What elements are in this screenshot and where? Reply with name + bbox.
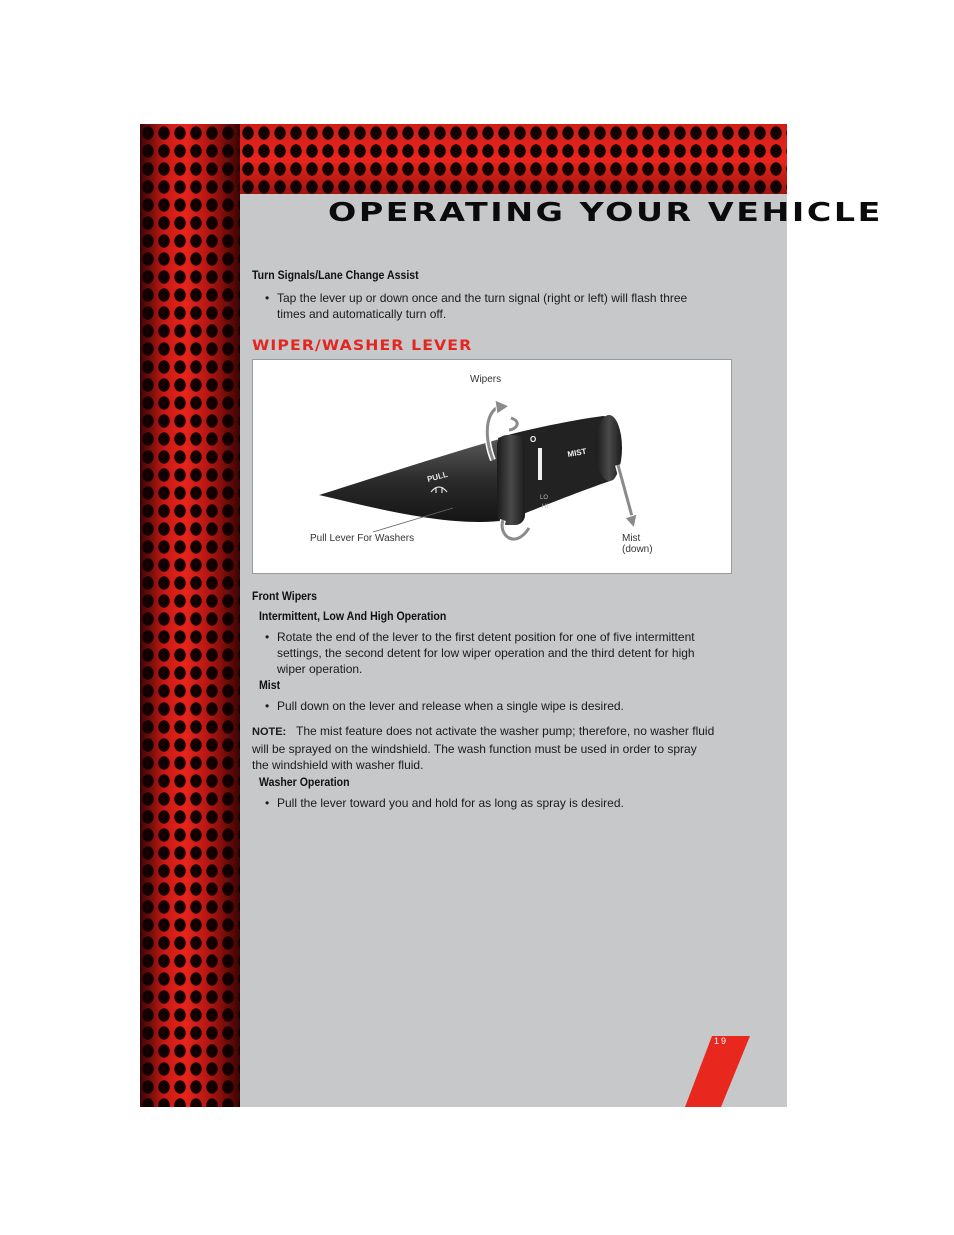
note-paragraph xyxy=(252,723,732,774)
figure-label-mist xyxy=(622,533,653,555)
bullet-dot: • xyxy=(265,291,270,305)
lever-label-lo: LO xyxy=(540,495,549,501)
lever-label-o: O xyxy=(530,435,537,444)
wiper-lever-figure xyxy=(252,359,732,574)
lever-label-mist: MIST xyxy=(566,446,588,459)
intermittent-heading: Intermittent, Low And High Operation xyxy=(259,609,447,623)
note-label: NOTE: xyxy=(252,726,287,738)
turn-signals-line1: Tap the lever up or down once and the turn signal (right or left) will flash three xyxy=(277,291,688,305)
lever-label-pull: PULL xyxy=(426,469,449,484)
note-line2: will be sprayed on the windshield. The wash function must be used in order to spray xyxy=(252,741,697,756)
washer-heading: Washer Operation xyxy=(259,775,350,789)
washer-bullet xyxy=(265,795,624,811)
lever-label-hi: HI xyxy=(542,504,548,510)
figure-label-mist-line1: Mist xyxy=(622,533,641,544)
turn-signals-line2: times and automatically turn off. xyxy=(277,307,447,321)
page-number: 19 xyxy=(714,1036,729,1046)
figure-label-mist-line2: (down) xyxy=(622,544,653,555)
turn-signals-heading: Turn Signals/Lane Change Assist xyxy=(252,268,419,282)
bullet-dot: • xyxy=(265,630,270,644)
section-title-wiper: WIPER/WASHER LEVER xyxy=(252,338,473,354)
position-indicator xyxy=(538,448,542,480)
lever-stalk xyxy=(319,438,508,522)
figure-label-pull-lever: Pull Lever For Washers xyxy=(310,533,415,544)
page-number-tab xyxy=(685,1036,787,1107)
manual-page xyxy=(140,124,883,1107)
mist-arrow-head-icon xyxy=(625,514,637,528)
lever-ring xyxy=(497,435,525,525)
intermittent-line2: settings, the second detent for low wiper operation and the third detent for high xyxy=(277,646,695,660)
note-line1: The mist feature does not activate the washer pump; therefore, no washer fluid xyxy=(296,724,715,738)
bullet-dot: • xyxy=(265,699,270,713)
turn-signals-bullet xyxy=(265,290,688,322)
grille-left-border xyxy=(140,124,240,1107)
intermittent-line1: Rotate the end of the lever to the first detent position for one of five intermittent xyxy=(277,630,695,644)
mist-heading: Mist xyxy=(259,678,281,692)
wipers-rotation-arrow-upper-icon xyxy=(509,418,517,430)
mist-bullet xyxy=(265,698,624,714)
front-wipers-heading: Front Wipers xyxy=(252,589,318,603)
intermittent-bullet xyxy=(265,629,695,677)
figure-label-wipers: Wipers xyxy=(470,374,502,385)
washer-bullet-text: Pull the lever toward you and hold for as long as spray is desired. xyxy=(277,796,624,810)
mist-arrow-icon xyxy=(618,465,633,520)
grille-top-banner xyxy=(240,124,787,194)
note-line3: the windshield with washer fluid. xyxy=(252,758,424,772)
wipers-arrow-head-icon xyxy=(495,400,509,414)
bullet-dot: • xyxy=(265,796,270,810)
mist-bullet-text: Pull down on the lever and release when a single wipe is desired. xyxy=(277,699,624,713)
page-title: OPERATING YOUR VEHICLE xyxy=(328,198,883,228)
intermittent-line3: wiper operation. xyxy=(277,662,363,676)
